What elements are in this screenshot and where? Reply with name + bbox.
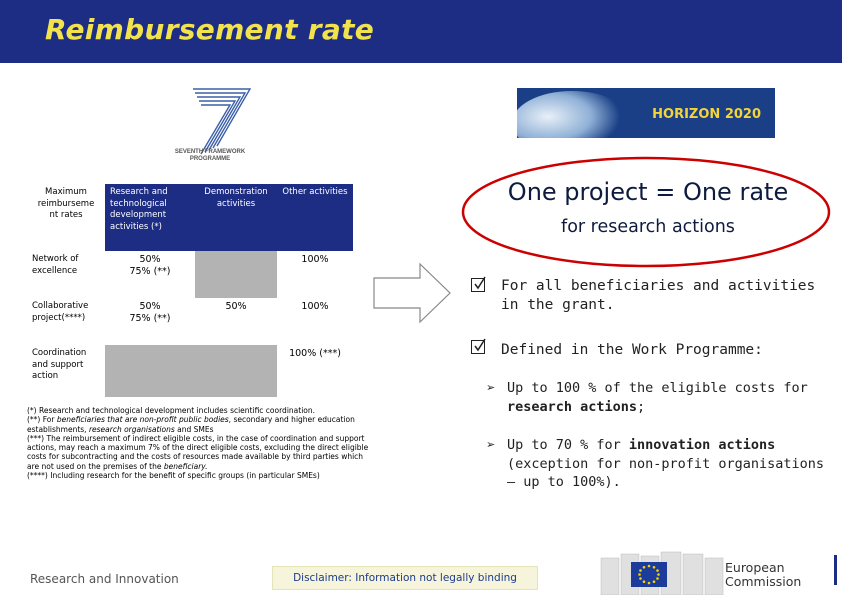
- checkbox-icon: [471, 340, 485, 354]
- table-cell: [195, 251, 277, 298]
- ec-divider: [834, 555, 837, 585]
- table-header: Research and technological development activities (*): [105, 184, 195, 251]
- horizon-2020-text: HORIZON 2020: [652, 107, 761, 122]
- table-cell: 100%: [277, 251, 353, 298]
- sub-bullet-research: Up to 100 % of the eligible costs for research actions;: [507, 380, 808, 415]
- table-cell: 50% 75% (**): [105, 298, 195, 345]
- bullet-work-programme: Defined in the Work Programme:: [501, 342, 763, 358]
- horizon-2020-logo: [517, 88, 775, 138]
- fp7-logo-text: SEVENTH FRAMEWORK PROGRAMME: [174, 149, 246, 162]
- table-header: Maximum reimburseme nt rates: [27, 184, 105, 251]
- table-cell: 100% (***): [277, 345, 353, 397]
- page-title: Reimbursement rate: [45, 13, 375, 46]
- european-commission-logo: [597, 548, 842, 595]
- reimbursement-table: [27, 184, 353, 397]
- table-cell: [195, 345, 277, 397]
- checkbox-icon: [471, 278, 485, 292]
- bullet-all-beneficiaries: For all beneficiaries and activities in the grant.: [501, 278, 816, 313]
- right-arrow-icon: [372, 262, 452, 324]
- european-commission-text: European Commission: [725, 560, 802, 589]
- one-rate-subtitle: for research actions: [561, 217, 735, 237]
- footer-research-innovation: Research and Innovation: [30, 572, 179, 586]
- one-rate-title: One project = One rate: [507, 178, 789, 206]
- table-cell: 50%: [195, 298, 277, 345]
- table-cell: 100%: [277, 298, 353, 345]
- table-header: Other activities: [277, 184, 353, 251]
- table-cell: [105, 345, 195, 397]
- table-cell: 50% 75% (**): [105, 251, 195, 298]
- table-row-label: Collaborative project(****): [27, 298, 105, 345]
- table-row-label: Network of excellence: [27, 251, 105, 298]
- table-header: Demonstration activities: [195, 184, 277, 251]
- arrow-bullet-icon: ➢: [486, 382, 496, 394]
- sub-bullet-innovation: Up to 70 % for innovation actions (exception for non-profit organisations – up to 100%).: [507, 437, 824, 490]
- footnotes: (*) Research and technological development includes scientific coordination. (**) For beneficiaries that are non-profit public bodies, secondary and higher education establishments, research organisations and SMEs (***) The reimbursement of indirect eligible costs, in the case of coordination and support actions, may reach a maximum 7% of the direct eligible costs, excluding the direct eligible costs for subcontracting and the costs of resources made available by third parties which are not used on the premises of the beneficiary. (****) Including research for the benefit of specific groups (in particular SMEs): [27, 406, 369, 481]
- disclaimer-box: Disclaimer: Information not legally binding: [272, 566, 538, 590]
- table-row-label: Coordination and support action: [27, 345, 105, 397]
- arrow-bullet-icon: ➢: [486, 439, 496, 451]
- header-bar: [0, 0, 842, 63]
- one-rate-oval: [460, 155, 832, 270]
